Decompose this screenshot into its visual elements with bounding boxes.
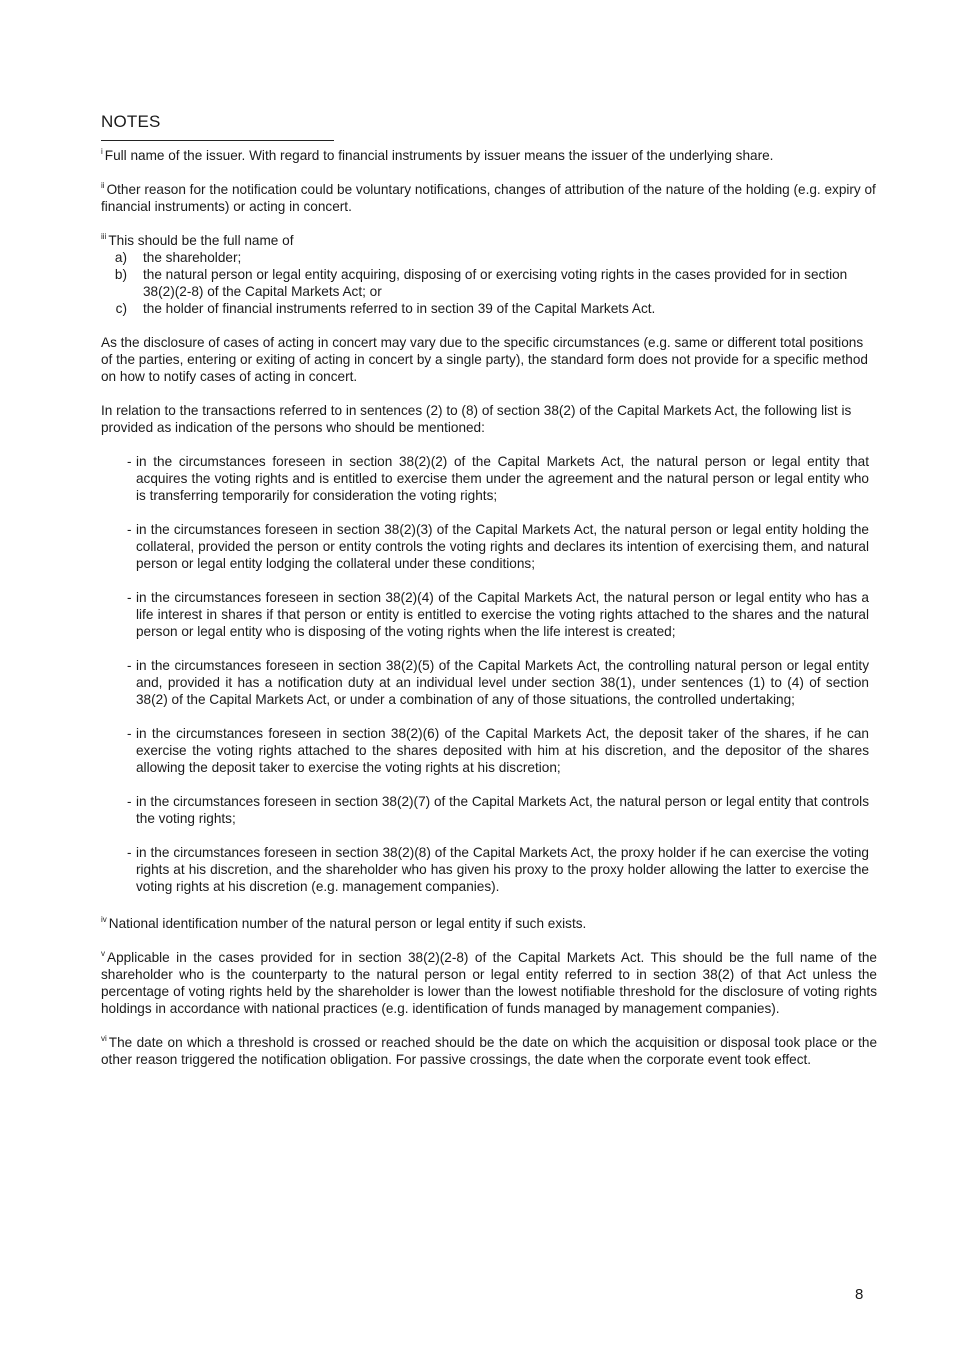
note-iii-list [101,249,877,317]
relation-paragraph: In relation to the transactions referred to in sentences (2) to (8) of section 38(2) of the Capital Markets Act, the following list is provided as indication of the persons who should be mentioned: [101,403,852,435]
note-i [101,147,877,164]
list-item-text: in the circumstances foreseen in section 38(2)(6) of the Capital Markets Act, the deposit taker of the shares, if he can exercise the voting rights attached to the shares deposited with him at his discretion, and the depositor of the shares allowing the deposit taker to exercise the voting rights at his discretion; [136,726,869,775]
note-ii-marker: ii [101,181,105,191]
list-item: - in the circumstances foreseen in section 38(2)(6) of the Capital Markets Act, the deposit taker of the shares, if he can exercise the voting rights attached to the shares deposited with him at his discretion, and the depositor of the shares allowing the deposit taker to exercise the voting rights at his discretion; [127,726,869,775]
footnote-separator [101,140,334,141]
note-vi-text: The date on which a threshold is crossed or reached should be the date on which the acquisition or disposal took place or the other reason triggered the notification obligation. For passive crossings, the date when the corporate event took effect. [101,1035,877,1067]
list-item: - in the circumstances foreseen in section 38(2)(7) of the Capital Markets Act, the natural person or legal entity that controls the voting rights; [127,794,869,826]
list-item-text: in the circumstances foreseen in section 38(2)(8) of the Capital Markets Act, the proxy holder if he can exercise the voting rights at his discretion, and the shareholder who has given his proxy to the proxy holder allowing the latter to exercise the voting rights at his discretion (e.g. management companies). [136,845,869,894]
list-item: - in the circumstances foreseen in section 38(2)(8) of the Capital Markets Act, the proxy holder if he can exercise the voting rights at his discretion, and the shareholder who has given his proxy to the proxy holder allowing the latter to exercise the voting rights at his discretion (e.g. management companies). [127,845,869,894]
persons-list [101,453,877,895]
note-iv-marker: iv [101,915,107,925]
note-i-marker: i [101,147,103,157]
list-item-text: in the circumstances foreseen in section 38(2)(7) of the Capital Markets Act, the natural person or legal entity that controls the voting rights; [136,794,869,826]
note-iii-intro-text: This should be the full name of [108,233,294,248]
list-item-text: in the circumstances foreseen in section 38(2)(5) of the Capital Markets Act, the controlling natural person or legal entity and, provided it has a notification duty at an individual level under section 38(1), under sentences (1) to (4) of section 38(2) of the Capital Markets Act, or under a combination of any of those situations, the controlled undertaking; [136,658,869,707]
list-item-label: a) [114,250,127,265]
list-item: - in the circumstances foreseen in section 38(2)(4) of the Capital Markets Act, the natural person or legal entity who has a life interest in shares if that person or entity is entitled to exercise the voting rights attached to the shares and the natural person or legal entity who is disposing of the voting rights when the life interest is created; [127,590,869,639]
list-item-text: the holder of financial instruments referred to in section 39 of the Capital Markets Act. [143,301,656,316]
list-item [101,266,877,300]
list-item-text: in the circumstances foreseen in section 38(2)(3) of the Capital Markets Act, the natural person or legal entity holding the collateral, provided the person or entity controls the voting rights and declares its intention of exercising them, and natural person or legal entity lodging the collateral under these conditions; [136,522,869,571]
list-item [101,300,877,317]
note-v [101,949,877,1017]
notes-page [101,112,877,1068]
note-vi-marker: vi [101,1034,107,1044]
note-v-text: Applicable in the cases provided for in section 38(2)(2-8) of the Capital Markets Act. This should be the full name of the shareholder who is the counterparty to the natural person or legal entity referred to in section 38(2) of that Act unless the percentage of voting rights held by the shareholder is lower than the lowest notifiable threshold for the disclosure of voting rights holdings in accordance with national practices (e.g. identification of funds managed by management companies). [101,950,877,1016]
note-i-text: Full name of the issuer. With regard to financial instruments by issuer means the issuer of the underlying share. [104,148,774,163]
list-item-text: in the circumstances foreseen in section 38(2)(2) of the Capital Markets Act, the natural person or legal entity that acquires the voting rights and is entitled to exercise them under the agreement and the natural person or legal entity who is transferring temporarily for consideration the voting rights; [136,454,869,503]
notes-heading: NOTES [101,112,161,131]
list-item [101,249,877,266]
list-item-text: the natural person or legal entity acquiring, disposing of or exercising voting rights in the cases provided for in section 38(2)(2-8) of the Capital Markets Act; or [143,267,848,299]
list-item: - in the circumstances foreseen in section 38(2)(3) of the Capital Markets Act, the natural person or legal entity holding the collateral, provided the person or entity controls the voting rights and declares its intention of exercising them, and natural person or legal entity lodging the collateral under these conditions; [127,522,869,571]
list-item: - in the circumstances foreseen in section 38(2)(5) of the Capital Markets Act, the controlling natural person or legal entity and, provided it has a notification duty at an individual level under section 38(1), under sentences (1) to (4) of section 38(2) of the Capital Markets Act, or under a combination of any of those situations, the controlled undertaking; [127,658,869,707]
note-iii-marker: iii [101,232,107,242]
note-ii-text: Other reason for the notification could be voluntary notifications, changes of attribution of the nature of the holding (e.g. expiry of financial instruments) or acting in concert. [101,182,876,214]
note-v-marker: v [101,949,105,959]
list-item-label: c) [115,301,127,316]
note-iv-text: National identification number of the natural person or legal entity if such exists. [108,916,587,931]
list-item-text: in the circumstances foreseen in section 38(2)(4) of the Capital Markets Act, the natural person or legal entity who has a life interest in shares if that person or entity is entitled to exercise the voting rights attached to the shares and the natural person or legal entity who is disposing of the voting rights when the life interest is created; [136,590,869,639]
list-item: - in the circumstances foreseen in section 38(2)(2) of the Capital Markets Act, the natural person or legal entity that acquires the voting rights and is entitled to exercise them under the agreement and the natural person or legal entity who is transferring temporarily for consideration the voting rights; [127,454,869,503]
list-item-text: the shareholder; [143,250,242,265]
note-iii-intro [101,232,877,249]
page-number: 8 [855,1286,864,1303]
note-vi [101,1034,877,1068]
list-item-label: b) [114,267,127,282]
note-ii [101,181,877,215]
acting-in-concert-paragraph: As the disclosure of cases of acting in concert may vary due to the specific circumstances (e.g. same or different total positions of the parties, entering or exiting of acting in concert by a single party), the standard form does not provide for a specific method on how to notify cases of acting in concert. [101,335,868,384]
note-iv [101,915,877,932]
